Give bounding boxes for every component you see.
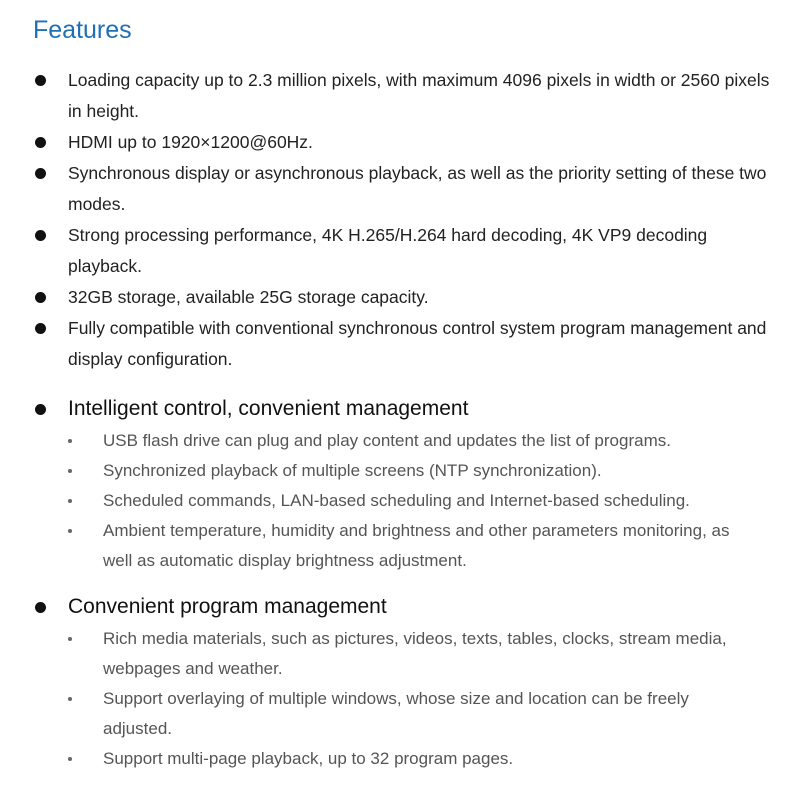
feature-text: Fully compatible with conventional synchronous control system program management and display configuration. <box>68 318 767 369</box>
feature-item <box>30 127 780 158</box>
section-title-text: Convenient program management <box>68 595 387 618</box>
bullet-icon <box>35 137 46 148</box>
section-item-text: Scheduled commands, LAN-based scheduling and Internet-based scheduling. <box>103 491 690 510</box>
section-item <box>30 486 780 516</box>
bullet-icon <box>35 292 46 303</box>
feature-text: Strong processing performance, 4K H.265/H.264 hard decoding, 4K VP9 decoding playback. <box>68 225 708 276</box>
section-program-management <box>30 592 780 774</box>
small-bullet-icon <box>68 697 72 701</box>
section-item-text: Support overlaying of multiple windows, whose size and location can be freely adjusted. <box>103 689 689 738</box>
section-item-text: USB flash drive can plug and play content and updates the list of programs. <box>103 431 671 450</box>
bullet-icon <box>35 75 46 86</box>
section-item-text: Ambient temperature, humidity and brightness and other parameters monitoring, as well as automatic display brightness adjustment. <box>103 521 730 570</box>
bullet-icon <box>35 168 46 179</box>
section-item <box>30 624 780 684</box>
section-item <box>30 516 780 576</box>
feature-item <box>30 220 780 282</box>
section-item <box>30 426 780 456</box>
section-item <box>30 456 780 486</box>
section-intelligent-control <box>30 394 780 576</box>
section-item-list <box>30 624 780 774</box>
section-title-text: Intelligent control, convenient management <box>68 397 469 420</box>
feature-list <box>30 65 780 375</box>
small-bullet-icon <box>68 439 72 443</box>
small-bullet-icon <box>68 757 72 761</box>
bullet-icon <box>35 323 46 334</box>
small-bullet-icon <box>68 469 72 473</box>
section-item <box>30 744 780 774</box>
section-item <box>30 684 780 744</box>
feature-item <box>30 282 780 313</box>
section-item-text: Synchronized playback of multiple screens (NTP synchronization). <box>103 461 602 480</box>
feature-text: Loading capacity up to 2.3 million pixels, with maximum 4096 pixels in width or 2560 pixels in height. <box>68 70 770 121</box>
section-item-text: Support multi-page playback, up to 32 program pages. <box>103 749 514 768</box>
feature-item <box>30 313 780 375</box>
small-bullet-icon <box>68 637 72 641</box>
section-title <box>30 592 780 622</box>
feature-item <box>30 65 780 127</box>
bullet-icon <box>35 404 46 415</box>
feature-item <box>30 158 780 220</box>
bullet-icon <box>35 230 46 241</box>
small-bullet-icon <box>68 499 72 503</box>
section-item-text: Rich media materials, such as pictures, videos, texts, tables, clocks, stream media, webpages and weather. <box>103 629 727 678</box>
feature-text: Synchronous display or asynchronous playback, as well as the priority setting of these two modes. <box>68 163 767 214</box>
small-bullet-icon <box>68 529 72 533</box>
section-title <box>30 394 780 424</box>
feature-text: HDMI up to 1920×1200@60Hz. <box>68 132 313 152</box>
page-title: Features <box>33 16 132 44</box>
feature-text: 32GB storage, available 25G storage capacity. <box>68 287 429 307</box>
bullet-icon <box>35 602 46 613</box>
section-item-list <box>30 426 780 576</box>
